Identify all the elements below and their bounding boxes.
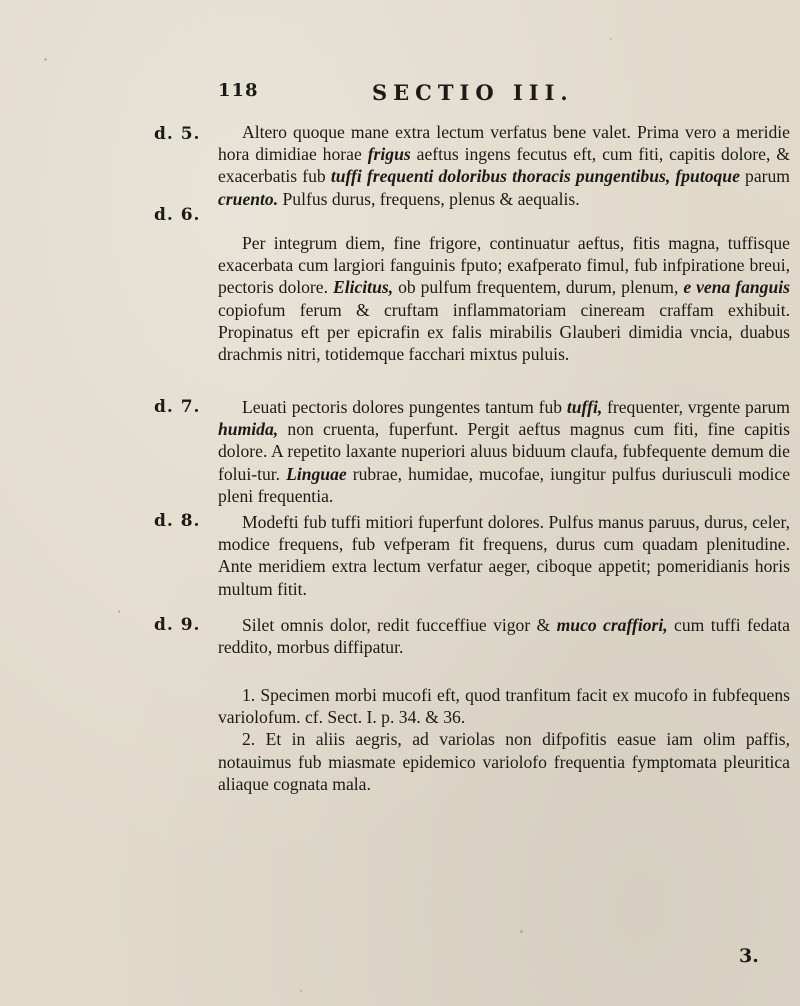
footnotes <box>218 684 790 795</box>
text-run: frequenter, vrgente parum <box>602 397 790 417</box>
italic-term: frigus <box>367 144 411 165</box>
paragraph-day-9 <box>218 614 790 658</box>
paper-speck <box>44 58 47 61</box>
margin-day-label: d. 6. <box>154 205 201 225</box>
catchword: 3. <box>739 945 759 967</box>
footnote-1: 1. Specimen morbi mucofi eft, quod tranfitum facit ex mucofo in fubfequens variolofum. cf. Sect. I. p. 34. & 36. <box>218 685 790 728</box>
margin-day-label: d. 5. <box>154 124 201 144</box>
paragraph-day-7 <box>218 396 790 507</box>
text-run: Silet omnis dolor, redit fucceffiue vigor & <box>242 615 557 635</box>
italic-term: humida, <box>218 419 279 440</box>
paper-speck <box>520 930 523 933</box>
italic-term: Elicitus, <box>332 277 394 298</box>
text-run: Leuati pectoris dolores pungentes tantum fub <box>242 397 567 417</box>
page-header <box>0 80 800 110</box>
paragraph-day-8 <box>218 511 790 600</box>
paragraph-day-5 <box>218 121 790 210</box>
running-head: SECTIO III. <box>372 80 574 105</box>
paragraph-text <box>218 614 790 658</box>
text-run: ob pulfum frequentem, durum, plenum, <box>393 277 684 298</box>
text-run: aeftus ingens fecutus eft, cum fiti, capitis dolore, & exacerbatis fub <box>218 144 790 187</box>
paragraph-text <box>218 232 790 365</box>
italic-term: muco craffiori, <box>556 615 668 635</box>
margin-day-label: d. 9. <box>154 615 201 635</box>
paragraph-text <box>218 396 790 507</box>
paragraph-day-6 <box>218 232 790 365</box>
text-run: parum <box>739 166 790 187</box>
footnote-2: 2. Et in aliis aegris, ad variolas non difpofitis easue iam olim paffis, notauimus fub miasmate epidemico variolofo frequentia fymptomata pleuritica aliaque cognata mala. <box>218 729 790 794</box>
page-number: 118 <box>218 80 259 101</box>
paragraph-text <box>218 121 790 210</box>
italic-term: e vena fanguis <box>683 277 790 298</box>
paper-speck <box>300 990 302 992</box>
text-run: Modefti fub tuffi mitiori fuperfunt dolores. Pulfus manus paruus, durus, celer, modice frequens, fub vefperam fit frequens, durus cum quadam plenitudine. Ante meridiem extra lectum verfatur aeger, ciboque appetit; pomeridianis horis multum fitit. <box>218 512 790 599</box>
text-run: rubrae, humidae, mucofae, iungitur pulfus duriusculi modice pleni frequentia. <box>218 463 790 506</box>
margin-day-label: d. 7. <box>154 397 201 417</box>
text-run: copiofum ferum & cruftam inflammatoriam cineream craffam exhibuit. Propinatus eft per epicrafin ex falis mirabilis Glauberi dimidia vncia, duabus drachmis nitri, totidemque facchari mixtus puluis. <box>218 299 790 365</box>
italic-term: tuffi, <box>566 397 603 417</box>
text-run: non cruenta, fuperfunt. Pergit aeftus magnus cum fiti, fine capitis dolore. A repetito laxante nuperiori aluus biduum claufa, fubfequente demum die folui-tur. <box>218 419 790 484</box>
paper-speck <box>610 38 612 40</box>
margin-day-label: d. 8. <box>154 511 201 531</box>
text-run: Per integrum diem, fine frigore, continuatur aeftus, fitis magna, tuffisque exacerbata cum largiori fanguinis fputo; exafperato fimul, fub infpiratione breui, pectoris dolore. <box>218 233 790 298</box>
paragraph-text <box>218 511 790 600</box>
italic-term: Linguae <box>286 463 347 484</box>
italic-term: cruento. <box>218 188 279 209</box>
paper-speck <box>118 610 120 613</box>
text-run: Pulfus durus, frequens, plenus & aequalis. <box>278 188 580 209</box>
italic-term: tuffi frequenti doloribus thoracis pungentibus, fputoque <box>330 166 740 187</box>
text-run: Altero quoque mane extra lectum verfatus bene valet. Prima vero a meridie hora dimidiae horae <box>218 122 790 165</box>
text-run: cum tuffi fedata reddito, morbus diffipatur. <box>218 615 790 658</box>
